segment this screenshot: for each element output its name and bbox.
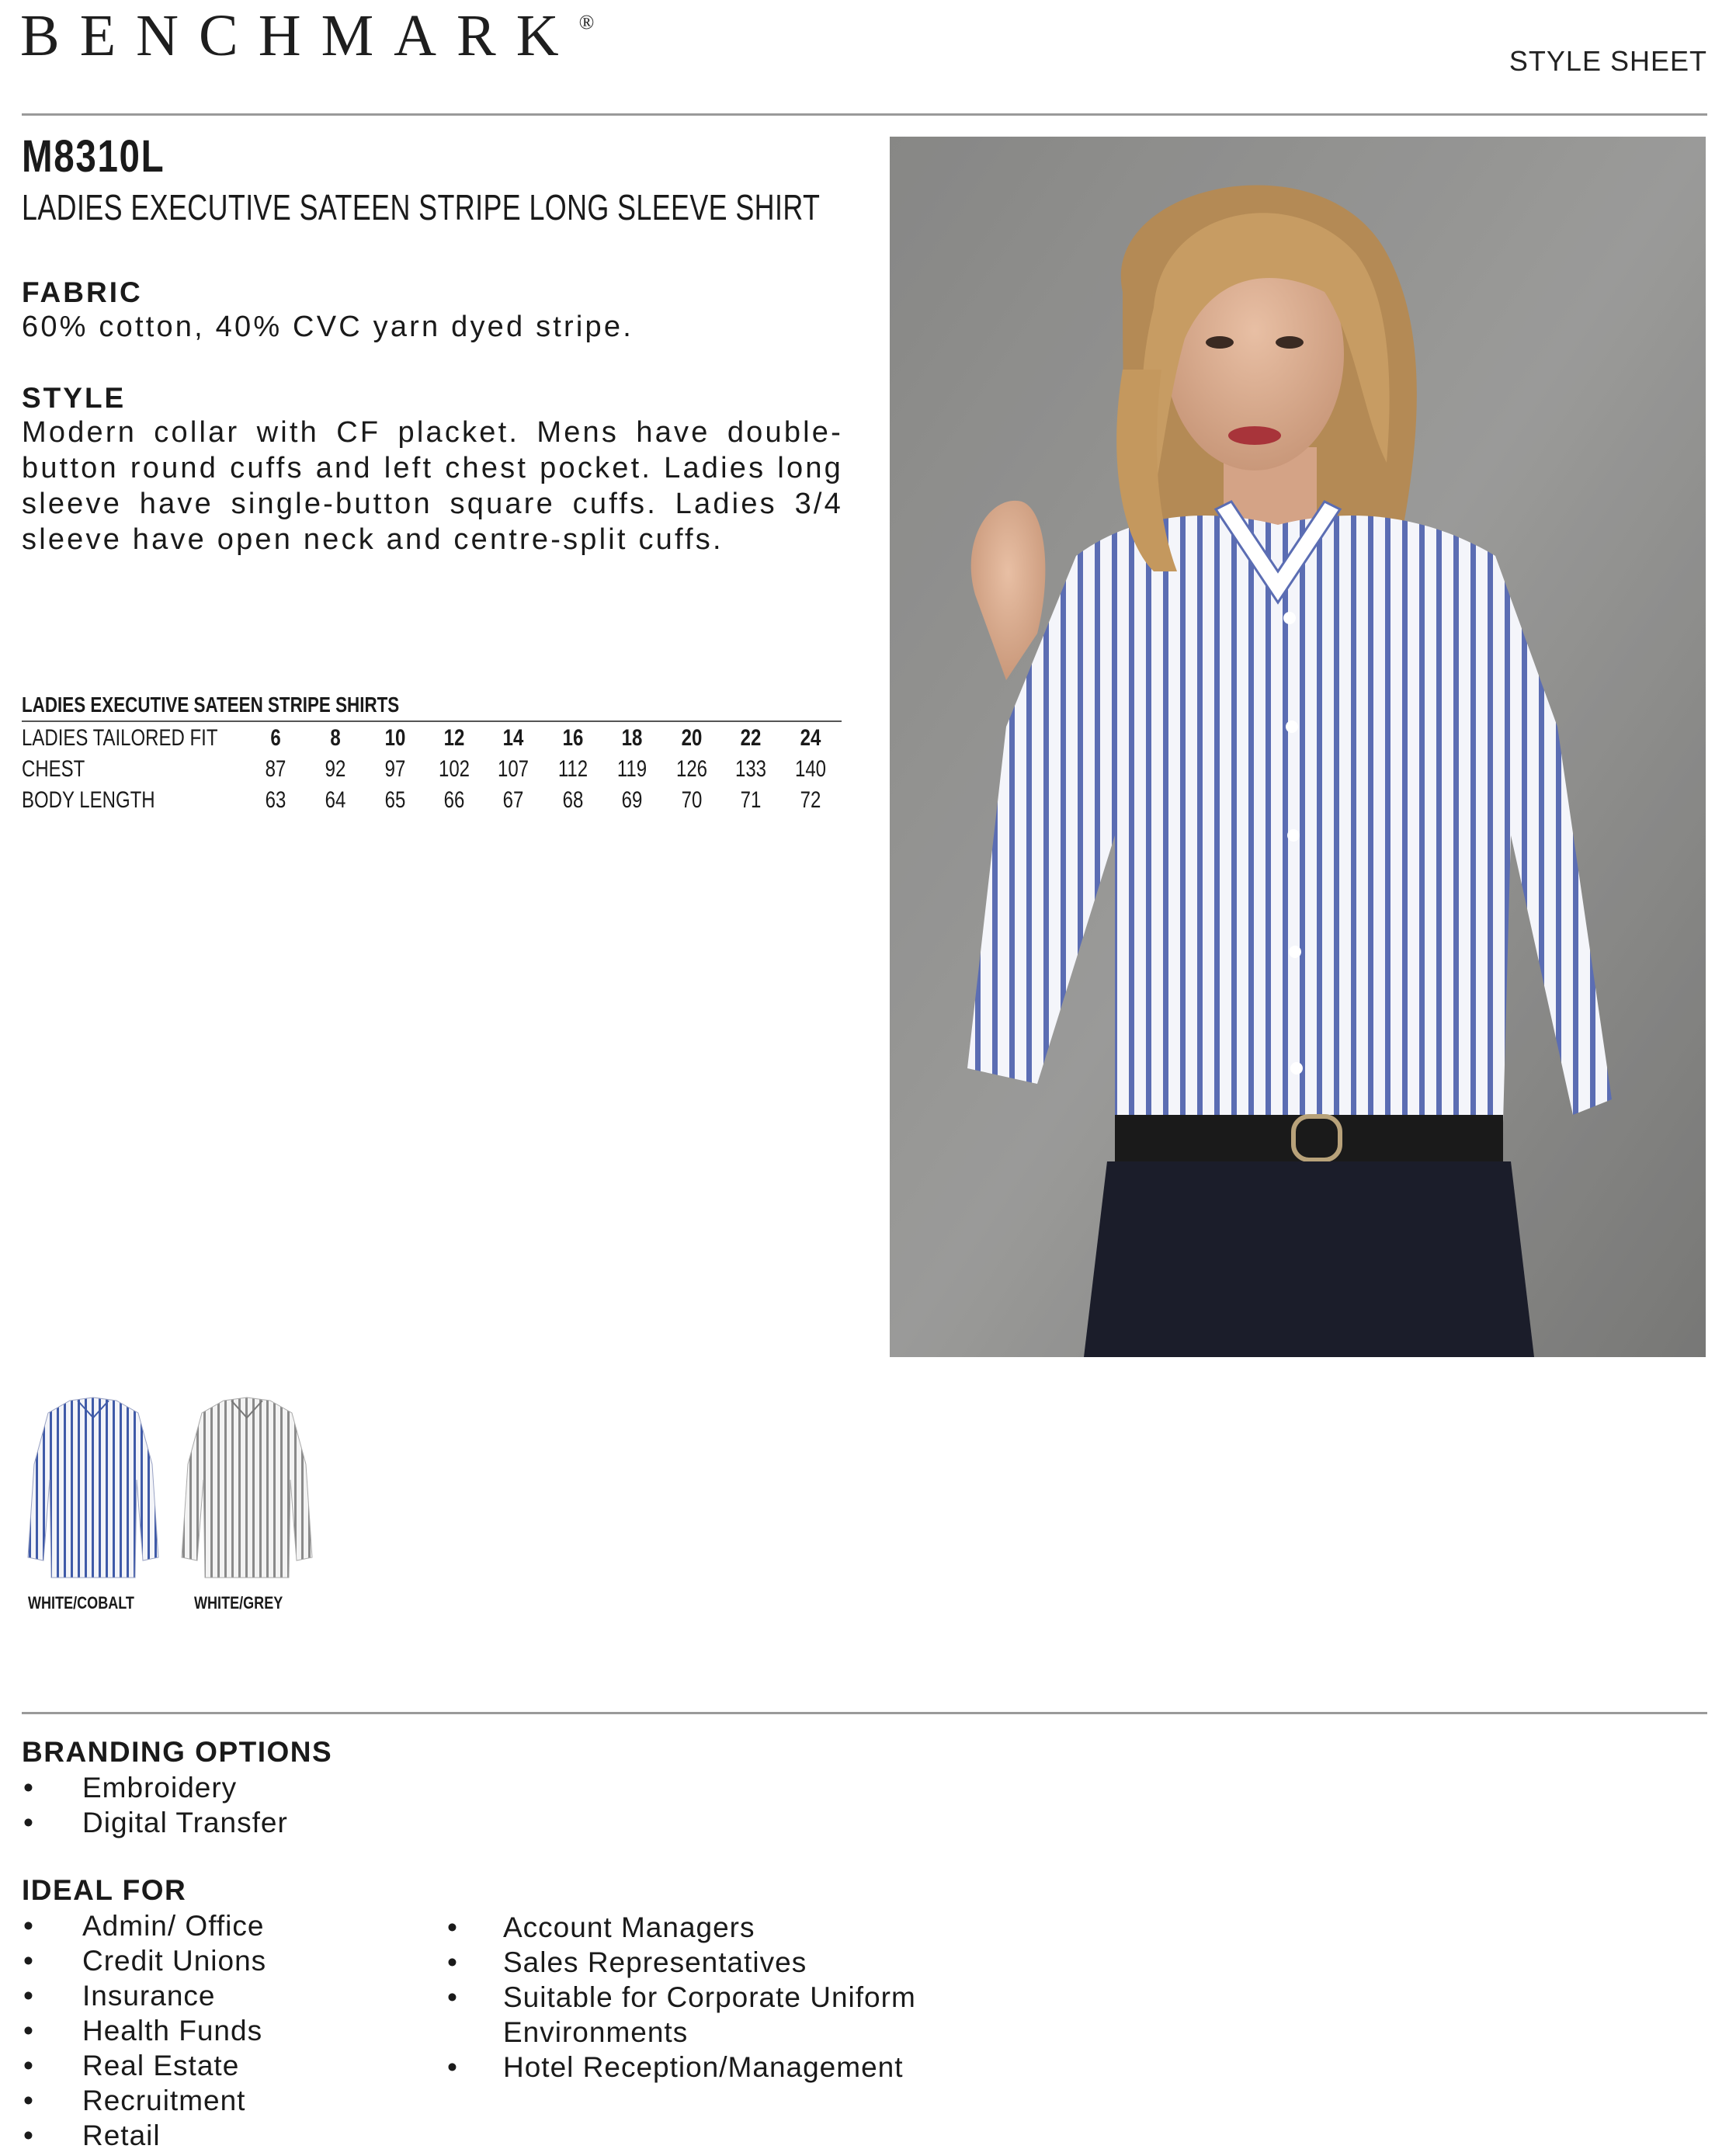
size-chart-rule xyxy=(22,720,842,722)
bullet: • xyxy=(23,1807,34,1838)
bullet: • xyxy=(23,2050,34,2081)
row-label: BODY LENGTH xyxy=(22,787,155,813)
swatch-label-white-cobalt: WHITE/COBALT xyxy=(28,1593,134,1613)
size-cell: 18 xyxy=(621,725,643,751)
fabric-text: 60% cotton, 40% CVC yarn dyed stripe. xyxy=(22,311,634,343)
value-cell: 92 xyxy=(325,756,346,782)
bullet: • xyxy=(23,1772,34,1804)
ideal-item: Account Managers xyxy=(503,1911,755,1943)
model-photo xyxy=(890,137,1706,1357)
ideal-item: Retail xyxy=(82,2120,161,2151)
swatch-white-grey[interactable] xyxy=(175,1394,318,1584)
bullet: • xyxy=(447,2051,458,2083)
ideal-item: Suitable for Corporate Uniform Environments xyxy=(503,1981,916,2048)
value-cell: 66 xyxy=(443,787,465,813)
size-cell: 10 xyxy=(384,725,406,751)
value-cell: 68 xyxy=(562,787,584,813)
value-cell: 97 xyxy=(384,756,406,782)
value-cell: 72 xyxy=(800,787,821,813)
value-cell: 107 xyxy=(497,756,529,782)
body-length-row xyxy=(22,787,842,818)
product-name: LADIES EXECUTIVE SATEEN STRIPE LONG SLEEVE SHIRT xyxy=(22,187,821,227)
bullet: • xyxy=(447,1911,458,1943)
sheet-label: STYLE SHEET xyxy=(1509,45,1707,77)
branding-item: Embroidery xyxy=(82,1772,238,1804)
product-code: M8310L xyxy=(22,131,165,182)
size-cell: 14 xyxy=(502,725,524,751)
value-cell: 87 xyxy=(265,756,286,782)
brand-name: BENCHMARK xyxy=(20,3,579,68)
swatch-white-cobalt[interactable] xyxy=(22,1394,165,1584)
fit-label: LADIES TAILORED FIT xyxy=(22,725,218,751)
bullet: • xyxy=(23,1980,34,2012)
bullet: • xyxy=(23,1910,34,1942)
size-chart-title: LADIES EXECUTIVE SATEEN STRIPE SHIRTS xyxy=(22,693,400,717)
style-heading: STYLE xyxy=(22,382,127,414)
ideal-item: Recruitment xyxy=(82,2085,246,2116)
size-cell: 6 xyxy=(270,725,281,751)
value-cell: 126 xyxy=(675,756,708,782)
value-cell: 65 xyxy=(384,787,406,813)
bullet: • xyxy=(447,1946,458,1978)
value-cell: 112 xyxy=(557,756,588,782)
value-cell: 119 xyxy=(616,756,648,782)
bullet: • xyxy=(447,1981,458,2013)
value-cell: 71 xyxy=(740,787,762,813)
branding-item: Digital Transfer xyxy=(82,1807,288,1838)
value-cell: 69 xyxy=(621,787,643,813)
size-cell: 8 xyxy=(330,725,341,751)
size-header-row xyxy=(22,725,842,756)
registered-mark: ® xyxy=(578,11,595,33)
ideal-item: Hotel Reception/Management xyxy=(503,2051,904,2083)
size-cell: 12 xyxy=(443,725,465,751)
size-cell: 20 xyxy=(681,725,703,751)
row-label: CHEST xyxy=(22,756,85,782)
value-cell: 64 xyxy=(325,787,346,813)
bullet: • xyxy=(23,2015,34,2047)
value-cell: 63 xyxy=(265,787,286,813)
bullet: • xyxy=(23,2120,34,2151)
ideal-item: Credit Unions xyxy=(82,1945,267,1977)
brand-logo xyxy=(20,3,595,68)
size-cell: 22 xyxy=(740,725,762,751)
value-cell: 67 xyxy=(502,787,524,813)
fabric-heading: FABRIC xyxy=(22,276,143,308)
bullet: • xyxy=(23,2085,34,2116)
size-cell: 24 xyxy=(800,725,821,751)
header-divider xyxy=(22,113,1707,116)
ideal-item: Sales Representatives xyxy=(503,1946,807,1978)
ideal-item: Real Estate xyxy=(82,2050,240,2081)
branding-heading: BRANDING OPTIONS xyxy=(22,1736,333,1768)
ideal-item: Admin/ Office xyxy=(82,1910,265,1942)
size-cell: 16 xyxy=(562,725,584,751)
value-cell: 70 xyxy=(681,787,703,813)
bullet: • xyxy=(23,1945,34,1977)
swatch-label-white-grey: WHITE/GREY xyxy=(194,1593,283,1613)
value-cell: 140 xyxy=(794,756,827,782)
value-cell: 102 xyxy=(438,756,470,782)
ideal-for-heading: IDEAL FOR xyxy=(22,1874,187,1906)
chest-row xyxy=(22,756,842,787)
style-text: Modern collar with CF placket. Mens have double-button round cuffs and left chest pocket. Ladies long sleeve have single-button square cuffs. Ladies 3/4 sleeve have open neck and centre-split cuffs. xyxy=(22,416,843,556)
ideal-item: Insurance xyxy=(82,1980,216,2012)
section-divider xyxy=(22,1712,1707,1714)
ideal-item: Health Funds xyxy=(82,2015,263,2047)
value-cell: 133 xyxy=(734,756,767,782)
